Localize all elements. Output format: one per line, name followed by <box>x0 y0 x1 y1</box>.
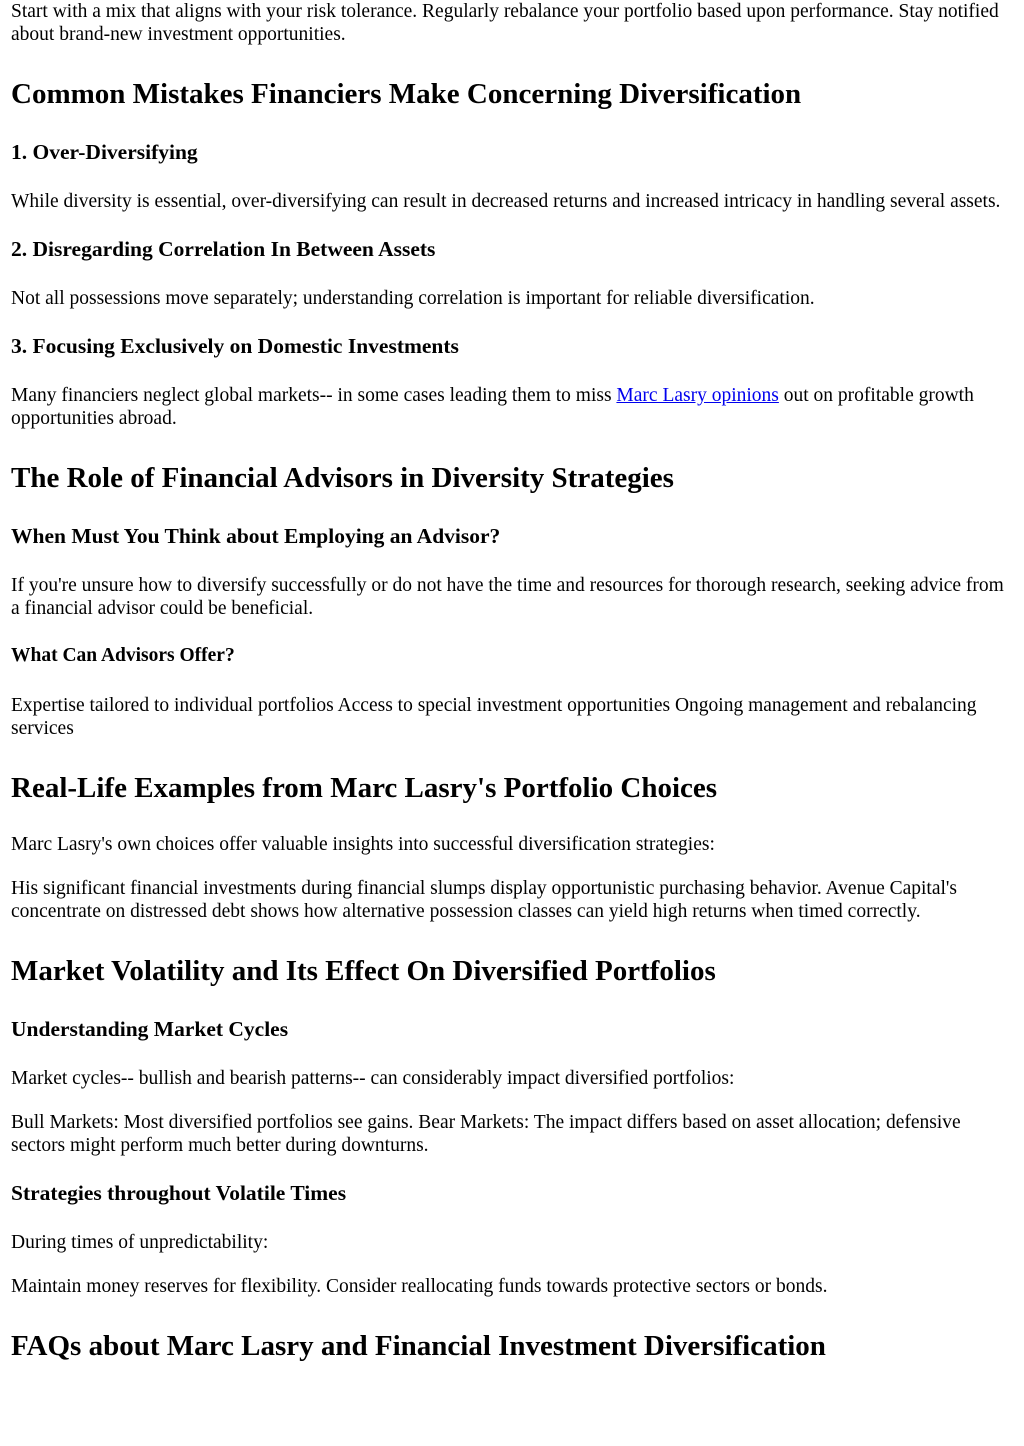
domestic-text-after: out on profitable growth opportunities abroad. <box>11 385 974 429</box>
volatile-strategies-heading: Strategies throughout Volatile Times <box>11 1181 347 1205</box>
correlation-heading: 2. Disregarding Correlation In Between Assets <box>11 237 436 261</box>
when-advisor-paragraph: If you're unsure how to diversify successfully or do not have the time and resources for thorough research, seeking advice from a financial advisor could be beneficial. <box>11 575 1004 619</box>
intro-paragraph: Start with a mix that aligns with your risk tolerance. Regularly rebalance your portfolio based upon performance. Stay notified about brand-new investment opportunities. <box>11 1 999 45</box>
advisors-heading: The Role of Financial Advisors in Diversity Strategies <box>11 462 674 494</box>
volatile-strategies-paragraph-2: Maintain money reserves for flexibility. Consider reallocating funds towards protective sectors or bonds. <box>11 1276 828 1297</box>
mistakes-heading: Common Mistakes Financiers Make Concerning Diversification <box>11 78 802 110</box>
domestic-investments-heading: 3. Focusing Exclusively on Domestic Investments <box>11 334 459 358</box>
examples-paragraph-2: His significant financial investments during financial slumps display opportunistic purchasing behavior. Avenue Capital's concentrate on distressed debt shows how alternative possession classes can yield high returns when timed correctly. <box>11 878 958 922</box>
advisors-offer-heading: What Can Advisors Offer? <box>11 645 235 666</box>
domestic-investments-paragraph <box>11 384 1014 430</box>
domestic-text-before: Many financiers neglect global markets-- in some cases leading them to miss <box>11 385 617 406</box>
volatile-strategies-paragraph-1: During times of unpredictability: <box>11 1232 269 1253</box>
examples-heading: Real-Life Examples from Marc Lasry's Portfolio Choices <box>11 772 718 804</box>
faqs-heading: FAQs about Marc Lasry and Financial Investment Diversification <box>11 1330 826 1362</box>
volatility-heading: Market Volatility and Its Effect On Diversified Portfolios <box>11 955 716 987</box>
examples-paragraph-1: Marc Lasry's own choices offer valuable insights into successful diversification strategies: <box>11 834 715 855</box>
market-cycles-paragraph-1: Market cycles-- bullish and bearish patterns-- can considerably impact diversified portfolios: <box>11 1068 735 1089</box>
market-cycles-heading: Understanding Market Cycles <box>11 1017 289 1041</box>
correlation-paragraph: Not all possessions move separately; understanding correlation is important for reliable diversification. <box>11 288 815 309</box>
over-diversifying-heading: 1. Over-Diversifying <box>11 140 198 164</box>
market-cycles-paragraph-2: Bull Markets: Most diversified portfolios see gains. Bear Markets: The impact differs based on asset allocation; defensive sectors might perform much better during downturns. <box>11 1112 961 1156</box>
when-advisor-heading: When Must You Think about Employing an Advisor? <box>11 524 501 548</box>
advisors-offer-paragraph: Expertise tailored to individual portfolios Access to special investment opportunities Ongoing management and rebalancing services <box>11 695 977 739</box>
over-diversifying-paragraph: While diversity is essential, over-diversifying can result in decreased returns and increased intricacy in handling several assets. <box>11 191 1001 212</box>
marc-lasry-opinions-link[interactable]: Marc Lasry opinions <box>616 385 779 406</box>
